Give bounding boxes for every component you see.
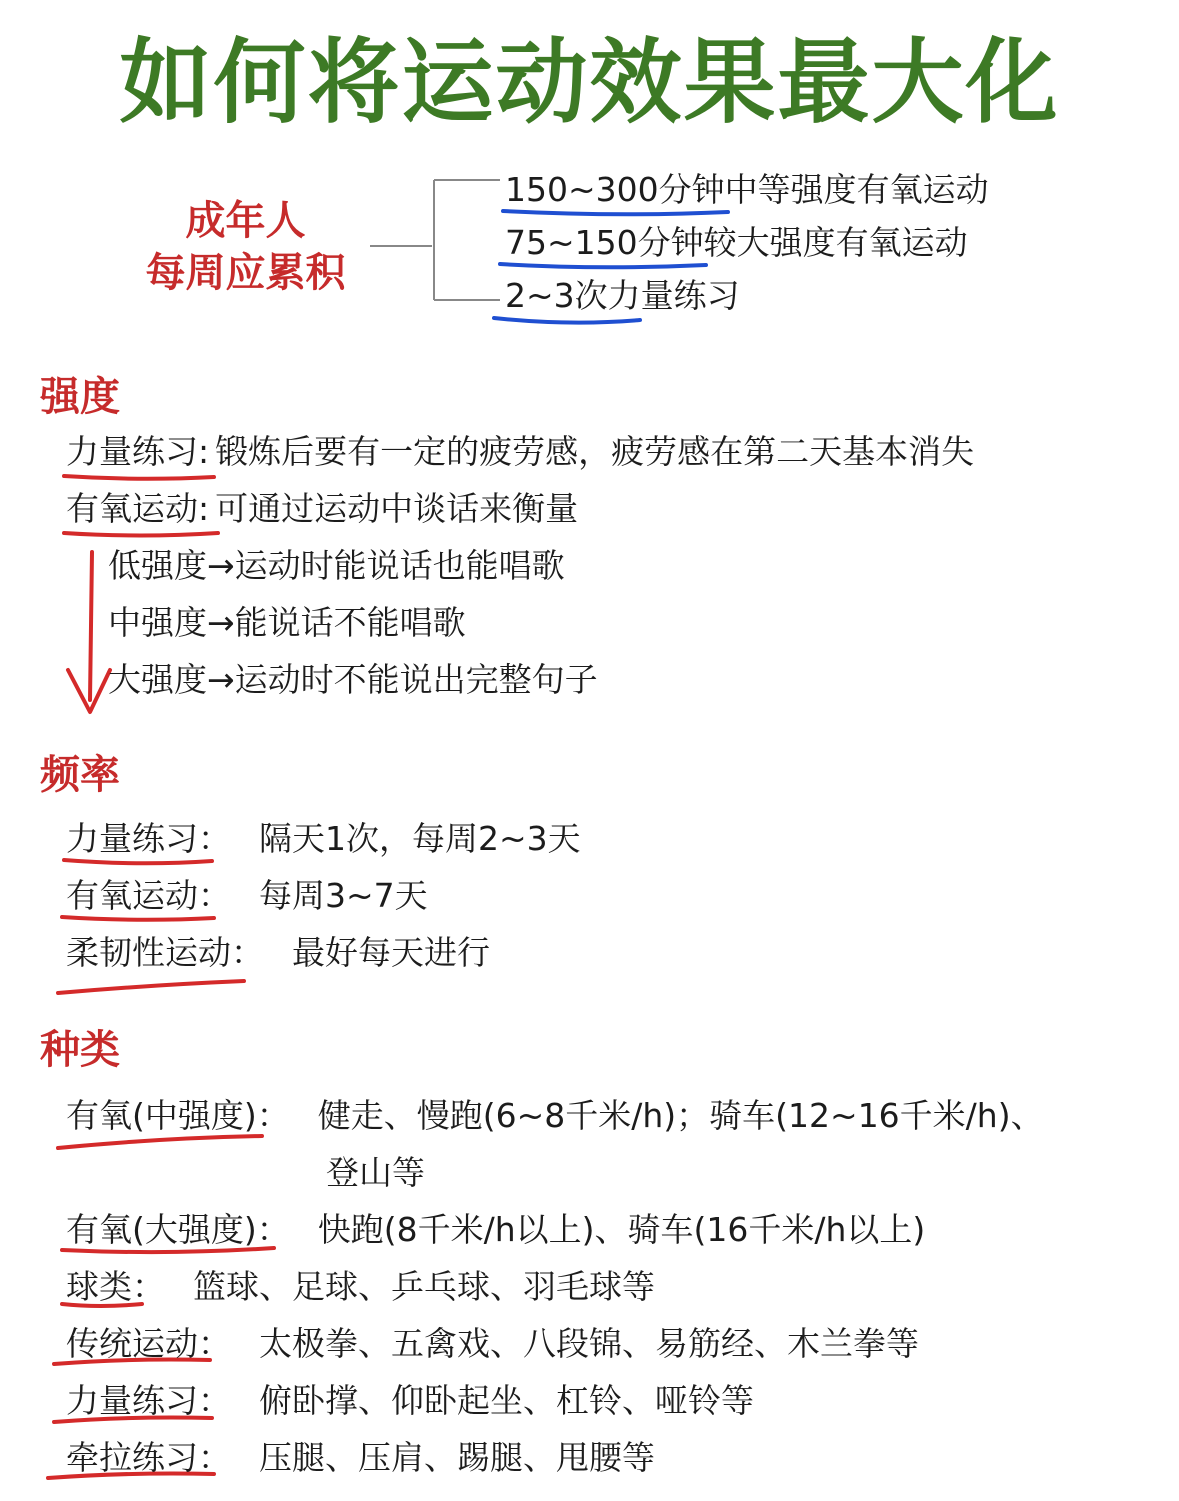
types-row-value: 健走、慢跑(6~8千米/h)；骑车(12~16千米/h)、 [317, 1096, 1044, 1135]
adult-item-1: 150~300分钟中等强度有氧运动 [505, 170, 989, 209]
red-arrow-shaft [90, 552, 92, 700]
types-row-traditional [66, 1322, 919, 1366]
page-title: 如何将运动效果最大化 [119, 29, 1060, 136]
adult-item-3: 2~3次力量练习 [505, 276, 740, 315]
types-row-sep: ： [132, 1267, 165, 1306]
types-row-label: 球类 [66, 1267, 132, 1306]
frequency-row-value: 隔天1次，每周2~3天 [259, 819, 581, 858]
section-heading-types: 种类 [40, 1027, 120, 1073]
intensity-level-low: 低强度→运动时能说话也能唱歌 [108, 546, 565, 585]
types-row-label: 牵拉练习 [66, 1438, 198, 1477]
types-row-aerobic-high [66, 1208, 925, 1252]
intensity-row-label: 力量练习 [66, 432, 198, 471]
intensity-row-sep: : [198, 489, 210, 528]
types-row-label: 传统运动 [66, 1324, 198, 1363]
types-row-value: 快跑(8千米/h以上)、骑车(16千米/h以上) [317, 1210, 926, 1249]
section-heading-frequency: 频率 [40, 752, 120, 798]
frequency-row-aerobic [66, 874, 428, 918]
frequency-row-label: 有氧运动 [66, 876, 198, 915]
intensity-level-high: 大强度→运动时不能说出完整句子 [108, 660, 598, 699]
types-row-label: 有氧(中强度) [66, 1096, 257, 1135]
intensity-level-medium: 中强度→能说话不能唱歌 [108, 603, 466, 642]
intensity-row-sep: : [198, 432, 210, 471]
types-row-value: 俯卧撑、仰卧起坐、杠铃、哑铃等 [259, 1381, 754, 1420]
types-row-aerobic-medium [66, 1094, 1044, 1138]
red-underline-intensity-2 [64, 533, 218, 536]
adult-heading-line-2: 每周应累积 [145, 250, 346, 296]
intensity-row-aerobic [66, 487, 578, 531]
intensity-row-strength [66, 430, 974, 474]
intensity-row-value: 锻炼后要有一定的疲劳感，疲劳感在第二天基本消失 [215, 432, 975, 471]
frequency-row-flexibility [66, 931, 490, 975]
section-heading-intensity: 强度 [40, 374, 120, 420]
adult-heading-line-1: 成年人 [185, 198, 306, 244]
types-row-sep: ： [256, 1096, 290, 1135]
frequency-row-strength [66, 817, 581, 861]
red-underline-frequency-3 [58, 981, 244, 993]
types-row-strength [66, 1379, 754, 1423]
types-row-sep: ： [198, 1438, 231, 1477]
frequency-row-sep: ： [198, 876, 231, 915]
intensity-row-label: 有氧运动 [66, 489, 198, 528]
types-row-sep: ： [198, 1324, 231, 1363]
frequency-row-value: 最好每天进行 [292, 933, 490, 972]
types-row-sep: ： [198, 1381, 231, 1420]
intensity-row-value: 可通过运动中谈话来衡量 [215, 489, 579, 528]
types-row-aerobic-medium-continued: 登山等 [326, 1153, 425, 1192]
adult-item-2: 75~150分钟较大强度有氧运动 [505, 223, 968, 262]
frequency-row-label: 力量练习 [66, 819, 198, 858]
types-row-stretching [66, 1436, 655, 1480]
types-row-value: 压腿、压肩、踢腿、甩腰等 [259, 1438, 655, 1477]
types-row-value: 篮球、足球、乒乓球、羽毛球等 [193, 1267, 655, 1306]
blue-underline-3 [494, 318, 640, 323]
frequency-row-sep: ： [198, 819, 231, 858]
red-underline-intensity-1 [64, 476, 214, 479]
types-row-ball [66, 1265, 655, 1309]
types-row-sep: ： [256, 1210, 290, 1249]
frequency-row-sep: ： [231, 933, 264, 972]
types-row-value: 太极拳、五禽戏、八段锦、易筋经、木兰拳等 [259, 1324, 919, 1363]
types-row-label: 有氧(大强度) [66, 1210, 257, 1249]
frequency-row-value: 每周3~7天 [259, 876, 428, 915]
types-row-label: 力量练习 [66, 1381, 198, 1420]
frequency-row-label: 柔韧性运动 [66, 933, 231, 972]
